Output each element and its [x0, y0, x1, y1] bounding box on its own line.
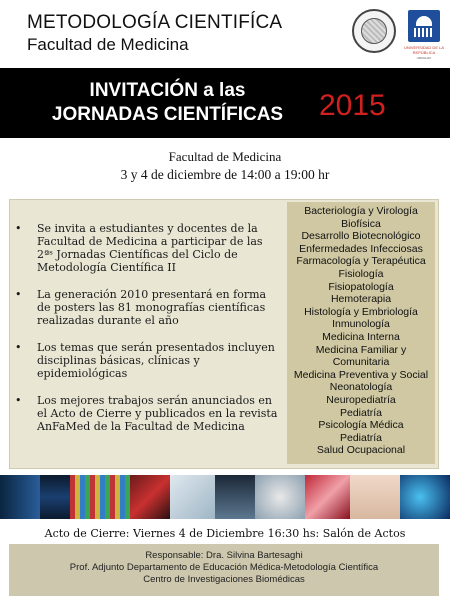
bullet-icon: • [15, 288, 22, 301]
topic-item: Farmacología y Terapéutica [296, 255, 426, 268]
banner-line-2: JORNADAS CIENTÍFICAS [51, 104, 284, 125]
topic-item: Enfermedades Infecciosas [299, 242, 423, 255]
photo-image [170, 475, 215, 519]
topics-list [287, 205, 435, 457]
topic-item: Pediatría [339, 406, 383, 419]
photo-image [130, 475, 170, 519]
closing-ceremony: Acto de Cierre: Viernes 4 de Diciembre 16:30 hs: Salón de Actos [44, 527, 406, 540]
bullet-text: Los temas que serán presentados incluyen disciplinas básicas, clínicas y epidemiológicas [37, 341, 275, 380]
event-place: Facultad de Medicina [168, 149, 282, 164]
photo-image [305, 475, 350, 519]
photo-image [70, 475, 130, 519]
bullet-text: La generación 2010 presentará en forma de posters las 81 monografías científicas realizadas durante el año [37, 288, 267, 327]
bullet-item [15, 222, 280, 274]
photo-image [40, 475, 70, 519]
topic-item: Medicina Familiar y [315, 343, 407, 356]
page-subtitle: Facultad de Medicina [27, 35, 189, 54]
topic-item: Fisiopatología [328, 280, 394, 293]
photo-image [350, 475, 400, 519]
bullet-text: Los mejores trabajos serán anunciados en el Acto de Cierre y publicados en la revista AnFaMed de la Facultad de Medicina [37, 394, 278, 433]
banner-year: 2015 [319, 89, 386, 122]
topic-item: Pediatría [339, 431, 383, 444]
photo-image [0, 475, 40, 519]
page-title: METODOLOGÍA CIENTIFÍCA [27, 12, 283, 33]
topic-item: Psicología Médica [318, 419, 404, 432]
topic-item: Fisiología [338, 267, 384, 280]
topic-item: Comunitaria [332, 356, 390, 369]
topic-item: Biofísica [341, 217, 381, 230]
footer-responsible: Responsable: Dra. Silvina Bartesaghi [145, 550, 303, 561]
topic-item: Bacteriología y Virología [304, 205, 418, 217]
banner-line-1: INVITACIÓN a las [89, 80, 246, 101]
bullet-icon: • [15, 341, 22, 354]
photo-image [400, 475, 450, 519]
university-logo-text: UNIVERSIDAD DE LA REPÚBLICA [403, 45, 444, 55]
university-logo-icon [408, 10, 440, 42]
topic-item: Medicina Interna [322, 330, 400, 343]
topic-item: Inmunología [332, 318, 390, 331]
topic-item: Salud Ocupacional [316, 444, 406, 457]
bullet-text: Se invita a estudiantes y docentes de la Facultad de Medicina a participar de las 2ªˢ Jornadas Científicas del Ciclo de Metodología Científica II [37, 222, 263, 274]
bullet-icon: • [15, 222, 22, 235]
photo-image [255, 475, 305, 519]
bullet-item [15, 341, 280, 380]
university-logo-country: URUGUAY [416, 56, 432, 60]
bullet-item [15, 394, 280, 433]
topic-item: Medicina Preventiva y Social [293, 368, 429, 381]
topic-item: Histología y Embriología [304, 305, 418, 318]
faculty-seal-icon [352, 9, 396, 53]
topic-item: Neuropediatría [326, 393, 396, 406]
topic-item: Hemoterapia [330, 293, 392, 306]
photo-image [215, 475, 255, 519]
topic-item: Desarrollo Biotecnológico [301, 230, 421, 243]
footer [9, 544, 439, 596]
event-dates: 3 y 4 de diciembre de 14:00 a 19:00 hr [120, 167, 330, 182]
footer-department: Prof. Adjunto Departamento de Educación Médica-Metodología Científica [69, 562, 379, 573]
bullet-item [15, 288, 280, 327]
photo-strip [0, 475, 450, 519]
footer-center: Centro de Investigaciones Biomédicas [143, 574, 305, 585]
topic-item: Neonatología [329, 381, 393, 394]
bullet-list [15, 222, 280, 447]
bullet-icon: • [15, 394, 22, 407]
